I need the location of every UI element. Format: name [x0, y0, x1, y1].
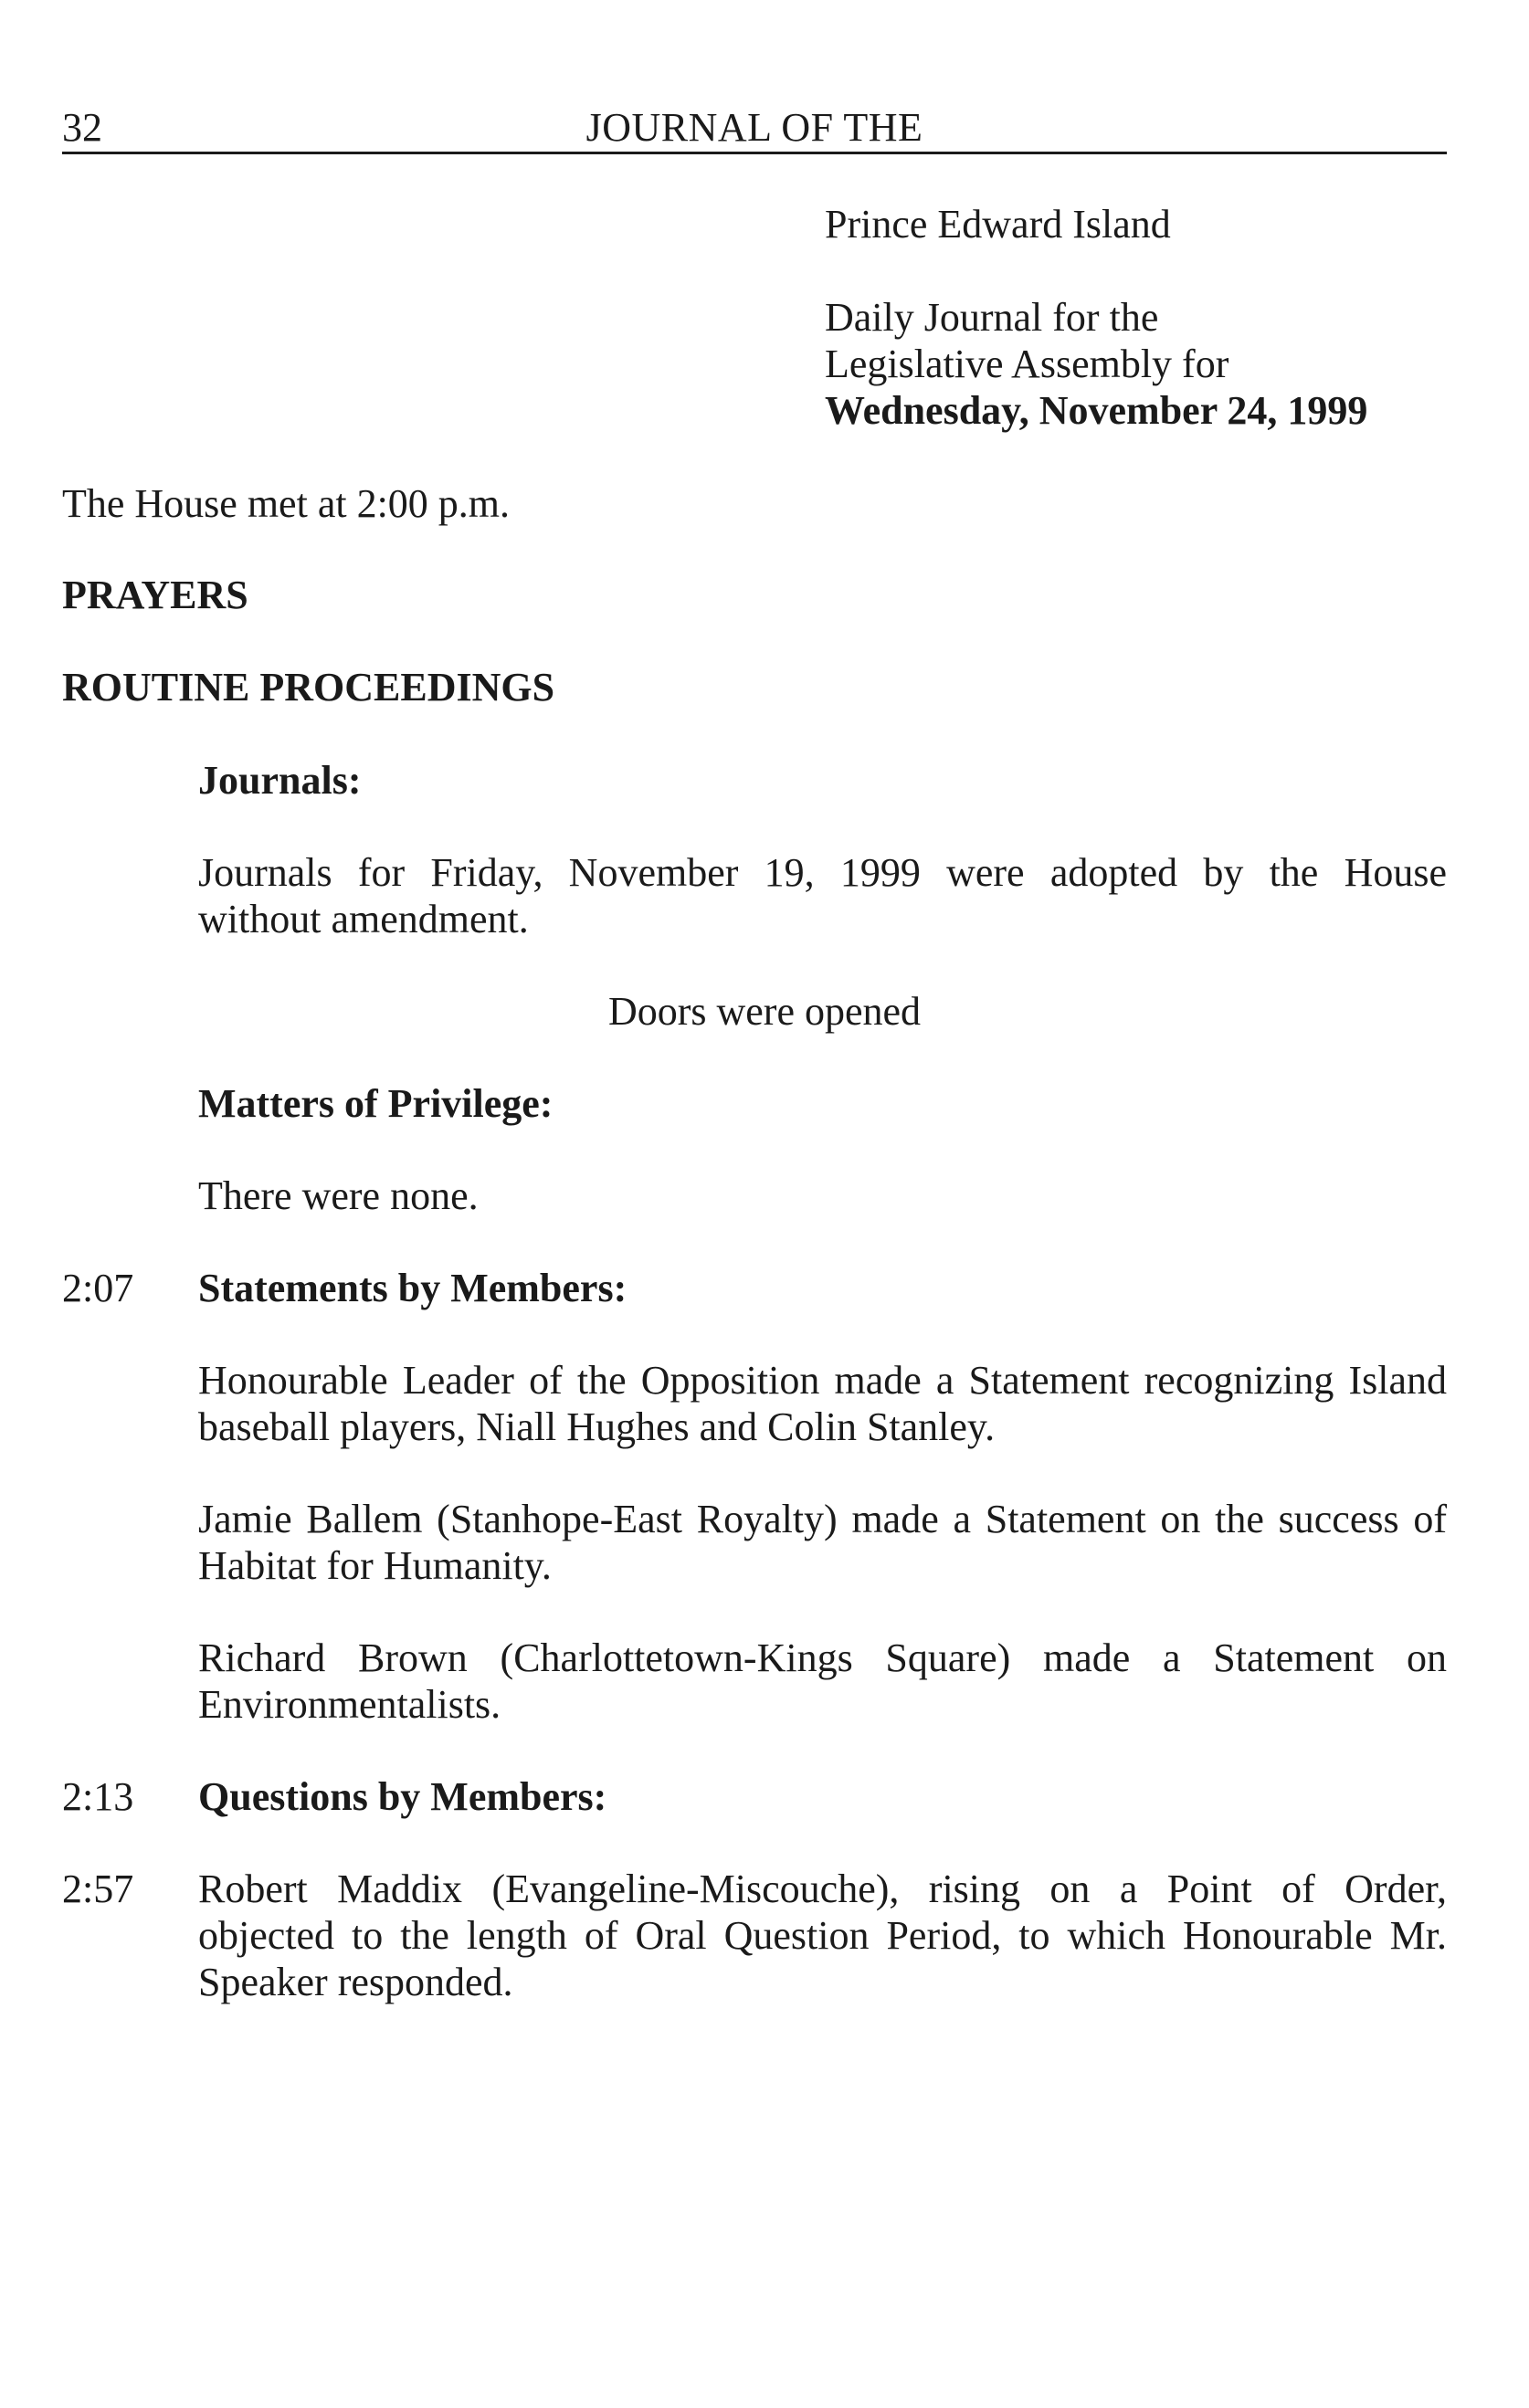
page-number: 32: [62, 105, 102, 150]
journal-line-1: Daily Journal for the: [825, 295, 1159, 340]
doors-opened-note: Doors were opened: [607, 989, 922, 1034]
point-of-order-line: objected to the length of Oral Question Period, to which Honourable Mr.: [198, 1913, 1447, 1958]
header-rule: [62, 152, 1447, 154]
questions-time: 2:13: [62, 1774, 134, 1819]
journals-text-line: without amendment.: [198, 897, 529, 941]
journal-line-2: Legislative Assembly for: [825, 342, 1229, 386]
routine-proceedings-heading: ROUTINE PROCEEDINGS: [62, 665, 555, 710]
statement-item: [198, 1635, 1447, 1728]
prayers-heading: PRAYERS: [62, 573, 248, 617]
running-header: [62, 99, 1447, 155]
journals-heading: Journals:: [198, 758, 362, 803]
statement-line: Honourable Leader of the Opposition made a Statement recognizing Island: [198, 1358, 1447, 1403]
questions-heading: Questions by Members:: [198, 1774, 607, 1819]
journals-text-line: Journals for Friday, November 19, 1999 were adopted by the House: [198, 850, 1447, 895]
point-of-order-time: 2:57: [62, 1866, 134, 1911]
statements-time: 2:07: [62, 1266, 134, 1310]
statement-line: Richard Brown (Charlottetown-Kings Square) made a Statement on: [198, 1635, 1447, 1680]
point-of-order-line: Speaker responded.: [198, 1960, 513, 2004]
province-name: Prince Edward Island: [825, 202, 1171, 247]
point-of-order-paragraph: [198, 1866, 1447, 2005]
point-of-order-line: Robert Maddix (Evangeline-Miscouche), rising on a Point of Order,: [198, 1866, 1447, 1911]
statement-item: [198, 1496, 1447, 1589]
matters-of-privilege-heading: Matters of Privilege:: [198, 1081, 554, 1126]
statement-line: Jamie Ballem (Stanhope-East Royalty) made a Statement on the success of: [198, 1497, 1447, 1541]
statement-line: Habitat for Humanity.: [198, 1543, 552, 1588]
running-title: JOURNAL OF THE: [585, 105, 923, 150]
house-met-line: The House met at 2:00 p.m.: [62, 481, 511, 526]
statement-line: baseball players, Niall Hughes and Colin Stanley.: [198, 1404, 996, 1449]
matters-of-privilege-text: There were none.: [198, 1173, 479, 1218]
statement-line: Environmentalists.: [198, 1682, 501, 1727]
statements-heading: Statements by Members:: [198, 1266, 627, 1310]
sitting-date: Wednesday, November 24, 1999: [825, 388, 1368, 433]
statement-item: [198, 1357, 1447, 1450]
journals-paragraph: [198, 849, 1447, 942]
